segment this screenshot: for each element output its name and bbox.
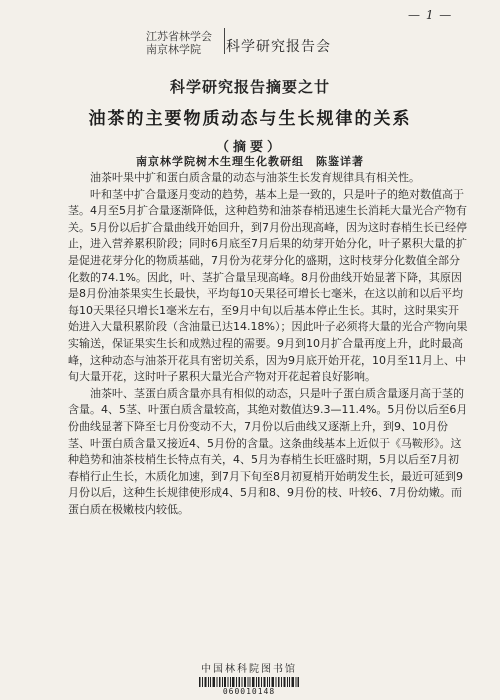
institution-name: 江苏省林学会 [146,30,212,43]
library-stamp-label: 中国林科院图书馆 [201,664,297,675]
publication-name: 科学研究报告会 [226,39,331,55]
institution-name: 南京林学院 [146,43,201,56]
author-line: 南京林学院树木生理生化教研组 陈鉴详著 [136,155,364,168]
barcode-number: 060010148 [222,687,276,696]
abstract-body [68,170,468,518]
body-paragraph: 油茶叶果中扩和蛋白质含量的动态与油茶生长发育规律具有相关性。 [90,171,420,184]
abstract-label: （摘要） [215,140,284,155]
barcode [199,677,299,687]
document-title: 油茶的主要物质动态与生长规律的关系 [88,109,412,129]
body-paragraph: 叶和茎中扩合量逐月变动的趋势，基本上是一致的，只是叶子的绝对数值高于茎。4月至5月扩合量逐渐降低，这种趋势和油茶春梢迅速生长消耗大量光合产物有关。5月份以后扩合量曲线开始回升，到7月份出现高峰，因为这时春梢生长已经停止，进入营养累积阶段；同时6月底至7月后果的幼芽开始分化，叶子累积大量的扩是促进花芽分化的物质基础，7月份为花芽分化的盛期，这时枝芽分化数值全部分化数的74.1%。因此，叶、茎扩合量呈现高峰。8月份曲线开始显著下降，其原因是8月份油茶果实生长最快，平均每10天果径可增长七毫米，在这以前和以后平均每10天果径只增长1毫米左右，至9月中旬以后基本停止生长。其时，这时果实开始进入大量积累阶段（含油量已达14.18%）；因此叶子必须将大量的光合产物向果实输送，保证果实生长和成熟过程的需要。9月到10月扩合量再度上升，此时最高峰，这种动态与油茶开花具有密切关系，因为9月底开始开花，10月至11月上、中旬大量开花，这时叶子累积大量光合产物对开花起着良好影响。 [68,187,468,384]
series-title: 科学研究报告摘要之廿 [169,78,330,96]
institutions-block [146,30,212,56]
body-paragraph: 油茶叶、茎蛋白质含量亦具有相似的动态，只是叶子蛋白质含量逐月高于茎的含量。4、5茎、叶蛋白质含量较高，其绝对数值达9.3—11.4%。5月份以后至6月份曲线显著下降至七月份变动不大，7月份以后曲线又逐渐上升，到9、10月份茎、叶蛋白质含量又接近4、5月份的含量。这条曲线基本上近似于《马鞍形》。这种趋势和油茶枝梢生长特点有关，4、5月为春梢生长旺盛时期，5月以后至7月初春梢行止生长，木质化加速，到7月下旬至8月初夏梢开始萌发生长，最近可延到9月份以后，这种生长规律使形成4、5月和8、9月份的枝、叶较6、7月份幼嫩。而蛋白质在极嫩枝内较低。 [68,386,468,516]
header-bracket [218,28,225,54]
page-number: — 1 — [408,8,453,22]
library-stamp [186,664,312,694]
